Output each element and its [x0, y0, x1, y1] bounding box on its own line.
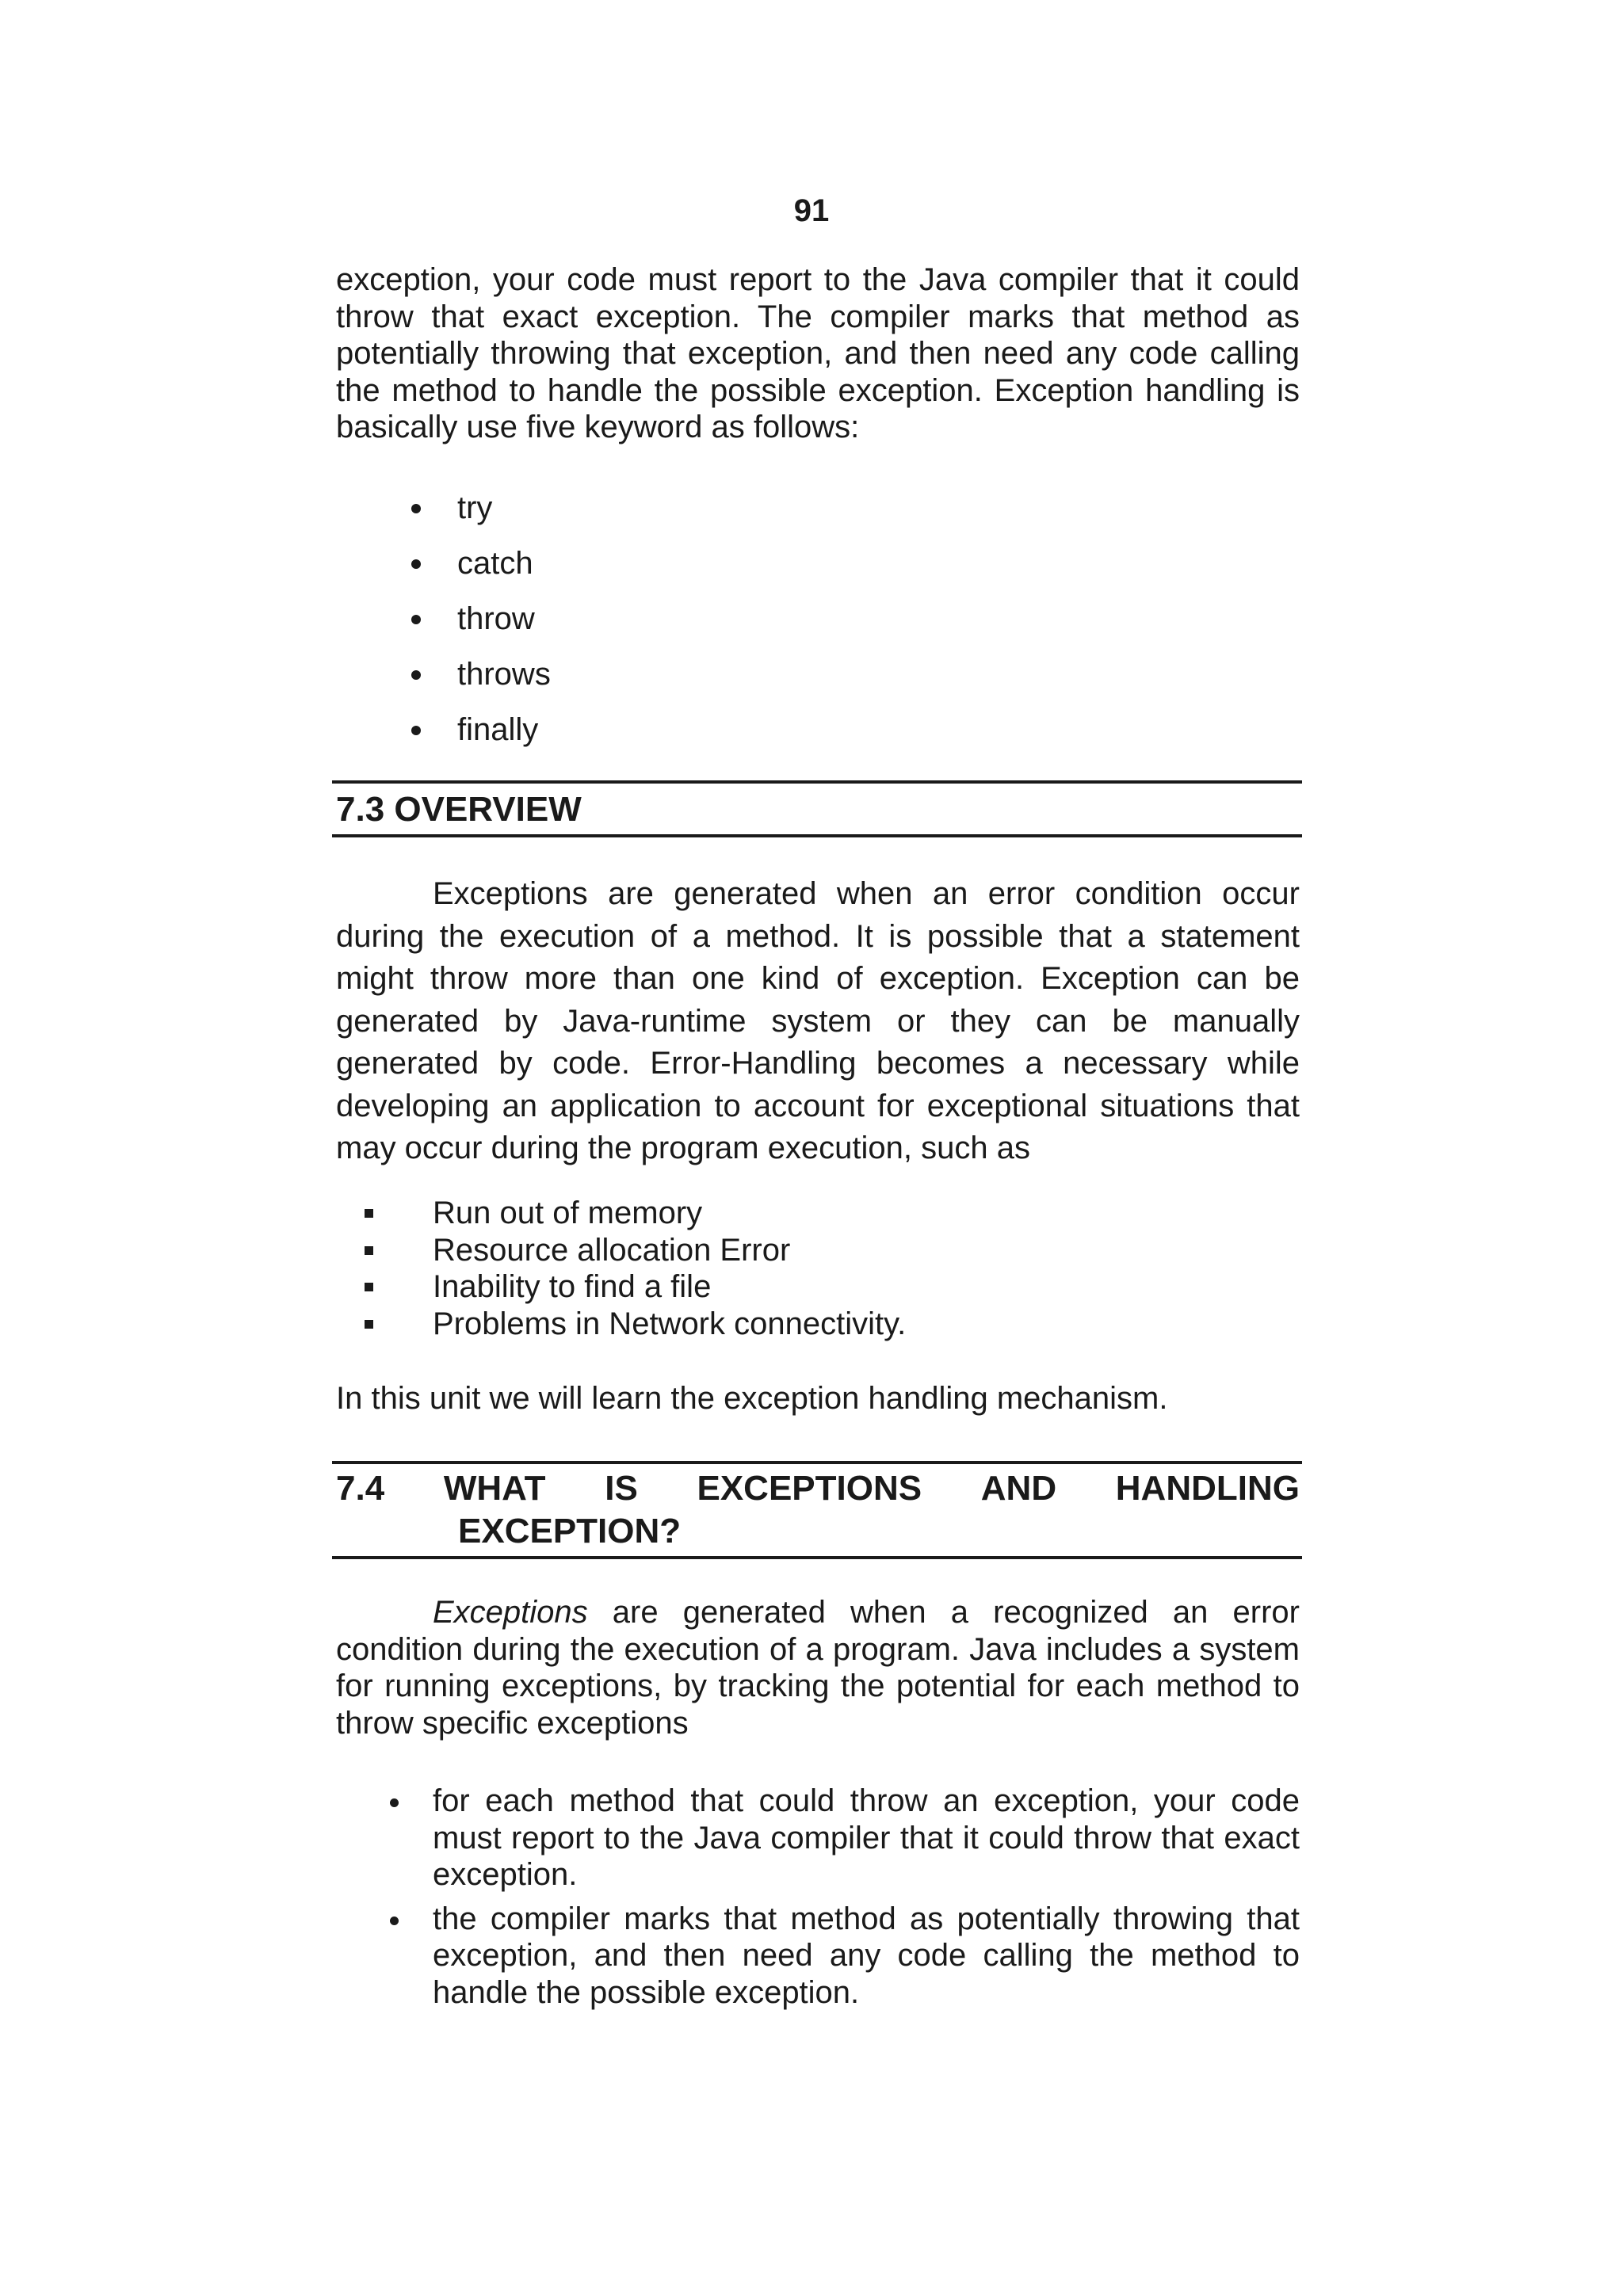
keyword-item: try: [408, 480, 551, 536]
italic-term: Exceptions: [433, 1595, 588, 1630]
section-rule-top: [332, 1461, 1302, 1464]
keyword-item: finally: [408, 702, 551, 757]
rule-item: the compiler marks that method as potentially throwing that exception, and then need any code calling the method to handle the possible exception.: [336, 1901, 1300, 2012]
heading-word: AND: [980, 1469, 1057, 1508]
heading-line-1: [336, 1467, 1300, 1510]
exception-rules-list: [336, 1783, 1300, 2018]
section-rule-top: [332, 780, 1302, 784]
heading-word: HANDLING: [1115, 1469, 1300, 1508]
error-situations-list: [336, 1195, 906, 1342]
closing-sentence: In this unit we will learn the exception handling mechanism.: [336, 1381, 1168, 1416]
overview-block: [336, 873, 1300, 1170]
paragraph-text: are generated when a recognized an error condition during the execution of a program. Java includes a system for running exceptions, by tracking the potential for each method to throw specific exceptions: [336, 1595, 1300, 1741]
keyword-item: throw: [408, 591, 551, 646]
heading-word: WHAT: [443, 1469, 546, 1508]
situation-item: Problems in Network connectivity.: [336, 1306, 906, 1343]
section-heading-7-4: [336, 1467, 1300, 1553]
heading-word: IS: [605, 1469, 638, 1508]
overview-paragraph: Exceptions are generated when an error condition occur during the execution of a method. It is possible that a statement might throw more than one kind of exception. Exception can be generated by Java-runtime system or they can be manually generated by code. Error-Handling becomes a necessary while developing an application to account for exceptional situations that may occur during the program execution, such as: [336, 876, 1300, 1165]
exceptions-block: [336, 1594, 1300, 1741]
keyword-item: catch: [408, 536, 551, 591]
page-number: 91: [793, 193, 830, 228]
intro-block: [336, 261, 1300, 446]
exceptions-paragraph: [336, 1594, 1300, 1741]
situation-item: Inability to find a file: [336, 1268, 906, 1306]
closing-block: [336, 1380, 1300, 1417]
situation-item: Resource allocation Error: [336, 1232, 906, 1269]
heading-word: 7.4: [336, 1469, 385, 1508]
section-rule-bottom: [332, 1556, 1302, 1559]
intro-paragraph: exception, your code must report to the Java compiler that it could throw that exact exception. The compiler marks that method as potentially throwing that exception, and then need any code calling the method to handle the possible exception. Exception handling is basically use five keyword as follows:: [336, 262, 1300, 444]
keyword-list: [408, 480, 551, 757]
heading-line-2: EXCEPTION?: [458, 1512, 682, 1550]
section-heading-7-3: 7.3 OVERVIEW: [336, 790, 582, 829]
rule-item: for each method that could throw an exception, your code must report to the Java compiler that it could throw that exact exception.: [336, 1783, 1300, 1894]
heading-word: EXCEPTIONS: [697, 1469, 922, 1508]
situation-item: Run out of memory: [336, 1195, 906, 1232]
section-rule-bottom: [332, 834, 1302, 837]
keyword-item: throws: [408, 646, 551, 702]
